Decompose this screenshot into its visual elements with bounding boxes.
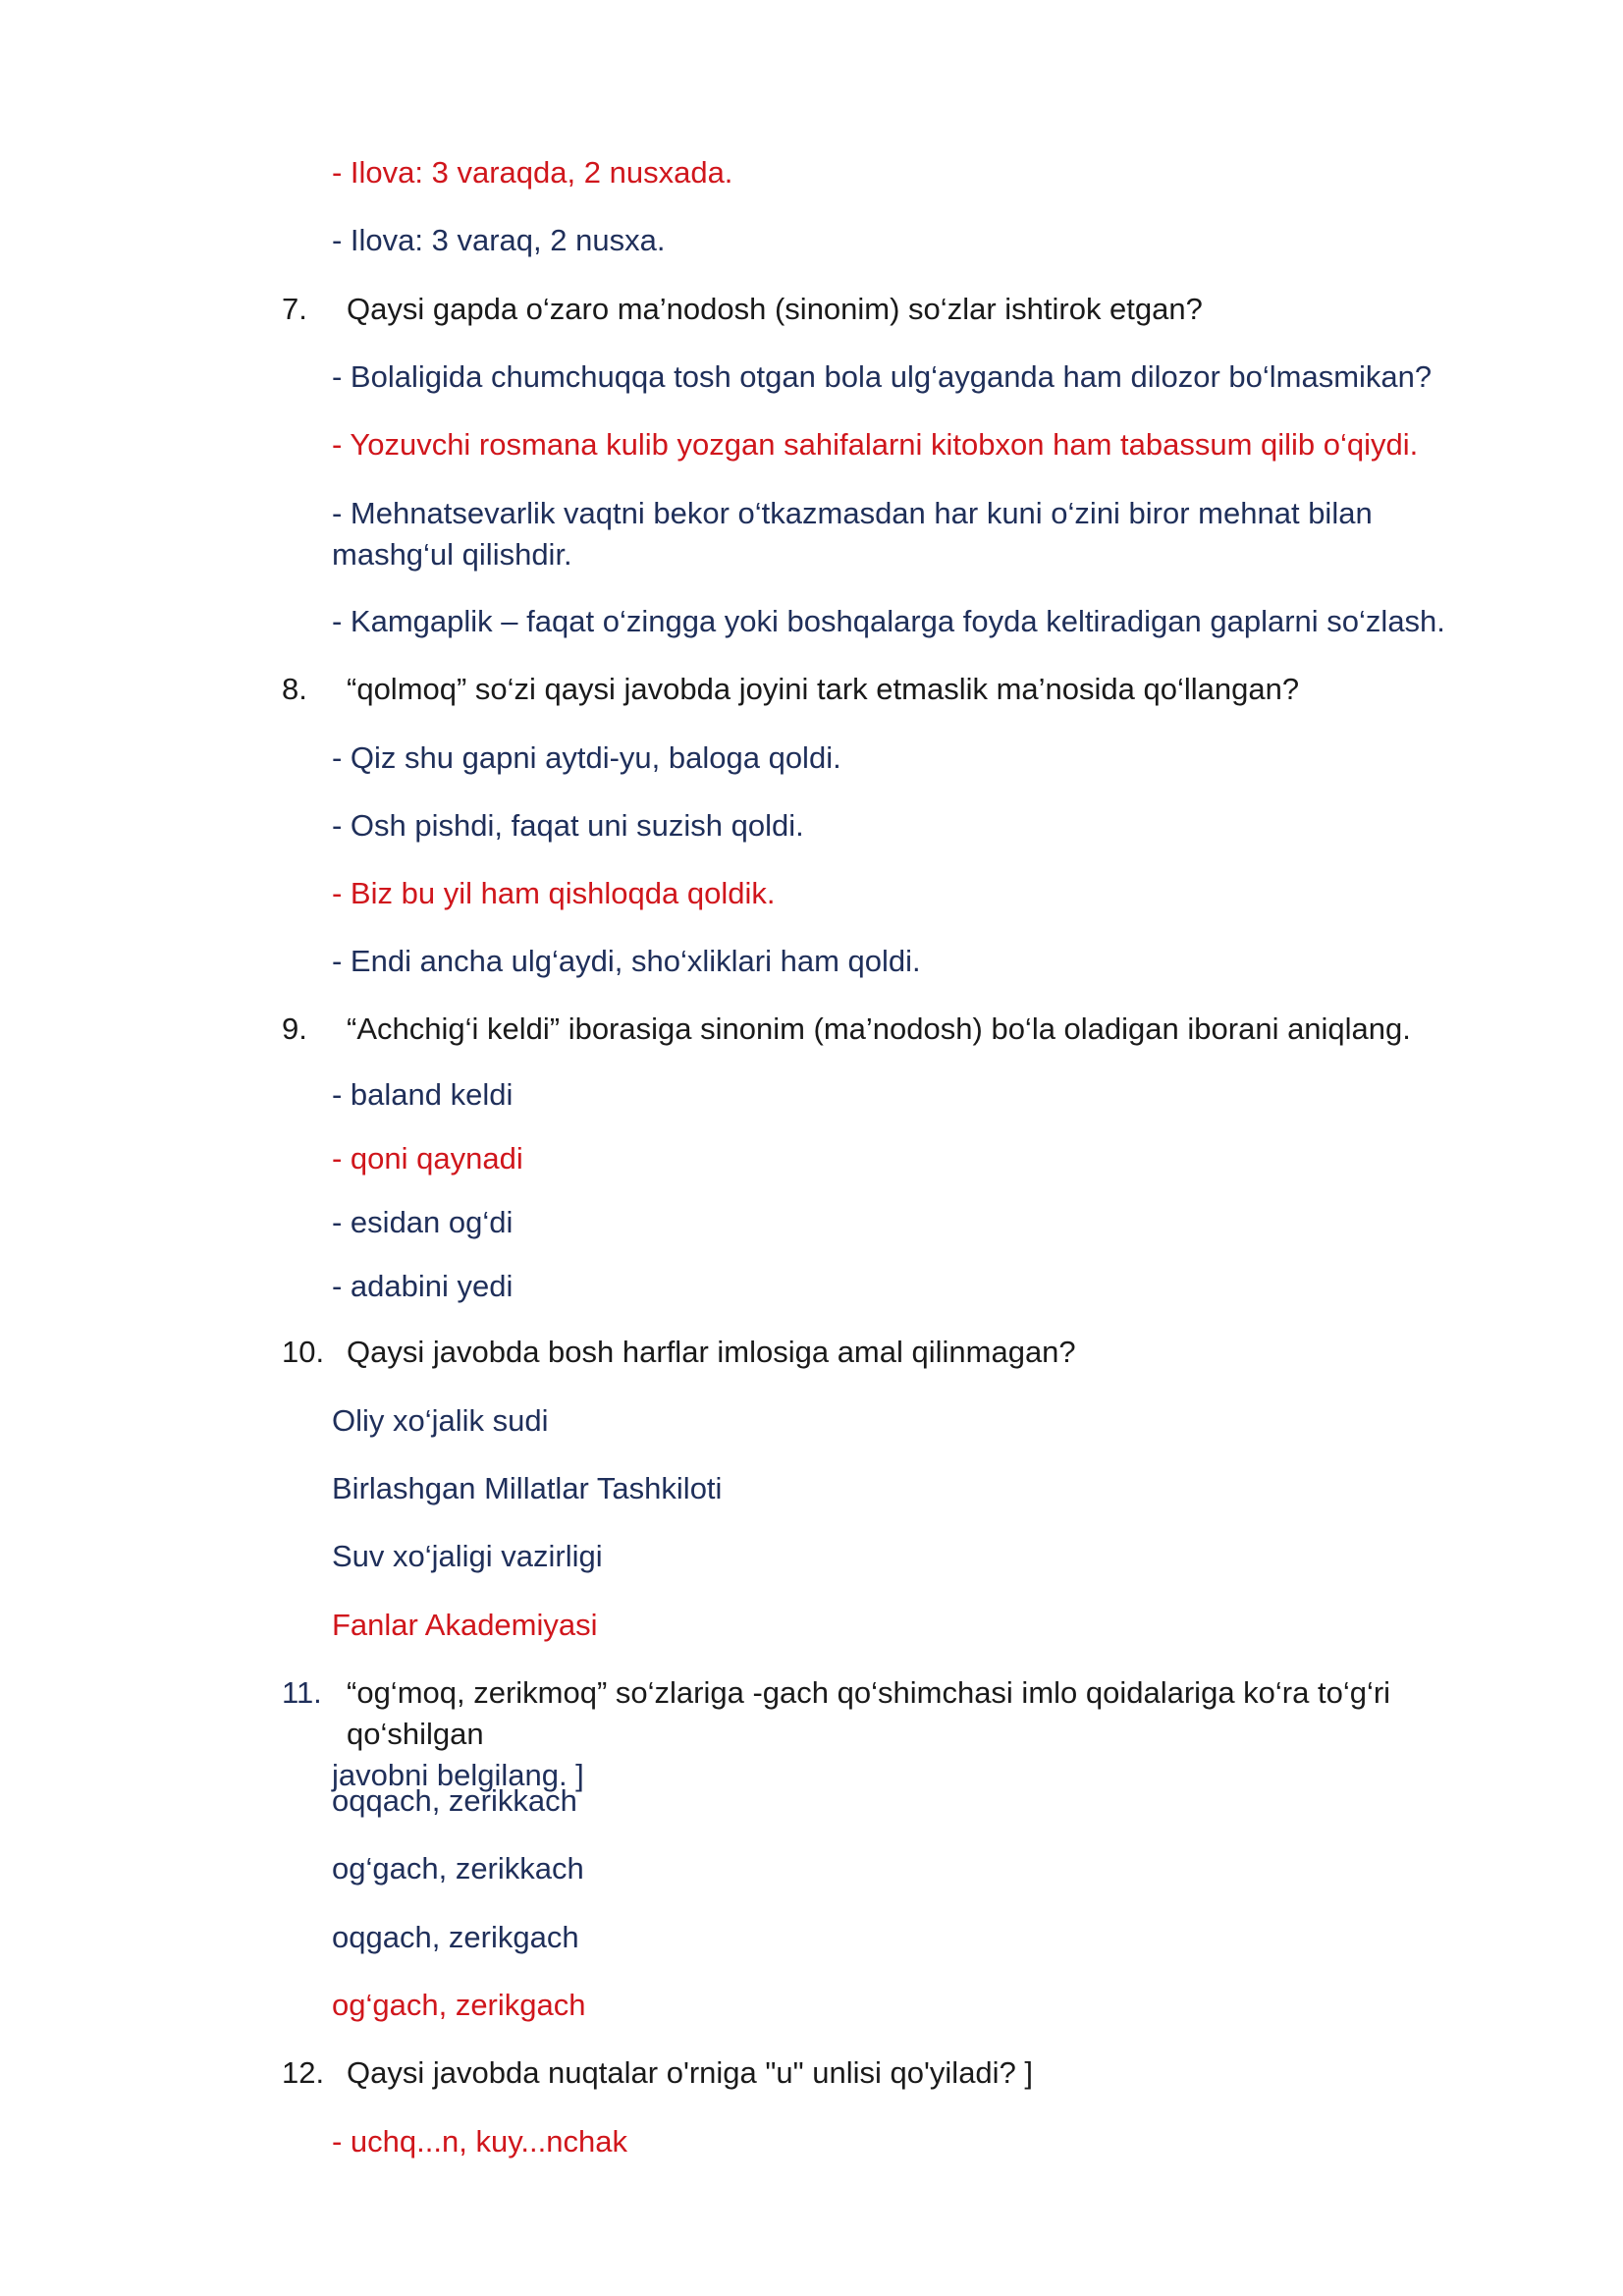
question-text-continued: javobni belgilang. ]: [332, 1758, 584, 1792]
answer-option: - Mehnatsevarlik vaqtni bekor o‘tkazmasdan har kuni o‘zini biror mehnat bilan mashg‘ul qilishdir.: [332, 496, 1381, 572]
answer-option: - adabini yedi: [332, 1269, 514, 1303]
question-10: [282, 1332, 1489, 1373]
option-line: - Ilova: 3 varaq, 2 nusxa.: [332, 223, 666, 257]
answer-option: Oliy xo‘jalik sudi: [332, 1403, 549, 1438]
correct-answer-option: - Yozuvchi rosmana kulib yozgan sahifalarni kitobxon ham tabassum qilib o‘qiydi.: [332, 427, 1419, 462]
question-text: Qaysi gapda o‘zaro ma’nodosh (sinonim) so‘zlar ishtirok etgan?: [347, 292, 1203, 326]
question-number: 11.: [282, 1675, 322, 1710]
answer-option: Birlashgan Millatlar Tashkiloti: [332, 1471, 723, 1505]
question-12: [282, 2052, 1489, 2094]
question-number: 8.: [282, 672, 307, 706]
correct-answer-option: og‘gach, zerikgach: [332, 1988, 586, 2022]
correct-answer-option: - uchq...n, kuy...nchak: [332, 2124, 627, 2159]
answer-option: og‘gach, zerikkach: [332, 1851, 584, 1886]
answer-option: oqqach, zerikkach: [332, 1783, 577, 1818]
question-text: “og‘moq, zerikmoq” so‘zlariga -gach qo‘shimchasi imlo qoidalariga ko‘ra to‘g‘ri qo‘shilgan: [347, 1675, 1391, 1751]
correct-answer-option: - qoni qaynadi: [332, 1141, 523, 1175]
question-text: “qolmoq” so‘zi qaysi javobda joyini tark etmaslik ma’nosida qo‘llangan?: [347, 672, 1300, 706]
question-number: 7.: [282, 292, 307, 326]
question-number: 12.: [282, 2055, 325, 2090]
answer-option: - Endi ancha ulg‘aydi, sho‘xliklari ham qoldi.: [332, 944, 921, 978]
answer-option: - baland keldi: [332, 1077, 514, 1112]
option-line: - Ilova: 3 varaqda, 2 nusxada.: [332, 155, 733, 190]
question-7: [282, 289, 1489, 330]
answer-option: - Kamgaplik – faqat o‘zingga yoki boshqalarga foyda keltiradigan gaplarni so‘zlash.: [332, 604, 1445, 638]
question-11: [282, 1672, 1489, 1796]
answer-option: Suv xo‘jaligi vazirligi: [332, 1539, 603, 1573]
correct-answer-option: Fanlar Akademiyasi: [332, 1608, 598, 1642]
answer-option: - esidan og‘di: [332, 1205, 514, 1239]
correct-answer-option: - Biz bu yil ham qishloqda qoldik.: [332, 876, 776, 910]
answer-option: - Qiz shu gapni aytdi-yu, baloga qoldi.: [332, 740, 841, 775]
question-9: [282, 1009, 1489, 1050]
question-number: 9.: [282, 1011, 307, 1046]
question-text: Qaysi javobda nuqtalar o'rniga "u" unlisi qo'yiladi? ]: [347, 2055, 1034, 2090]
question-8: [282, 669, 1489, 710]
question-text: Qaysi javobda bosh harflar imlosiga amal qilinmagan?: [347, 1335, 1076, 1369]
answer-option: oqgach, zerikgach: [332, 1920, 579, 1954]
question-text: “Achchig‘i keldi” iborasiga sinonim (ma’nodosh) bo‘la oladigan iborani aniqlang.: [347, 1011, 1411, 1046]
answer-option: - Bolaligida chumchuqqa tosh otgan bola ulg‘ayganda ham dilozor bo‘lmasmikan?: [332, 359, 1433, 394]
question-number: 10.: [282, 1335, 325, 1369]
answer-option: - Osh pishdi, faqat uni suzish qoldi.: [332, 808, 804, 843]
